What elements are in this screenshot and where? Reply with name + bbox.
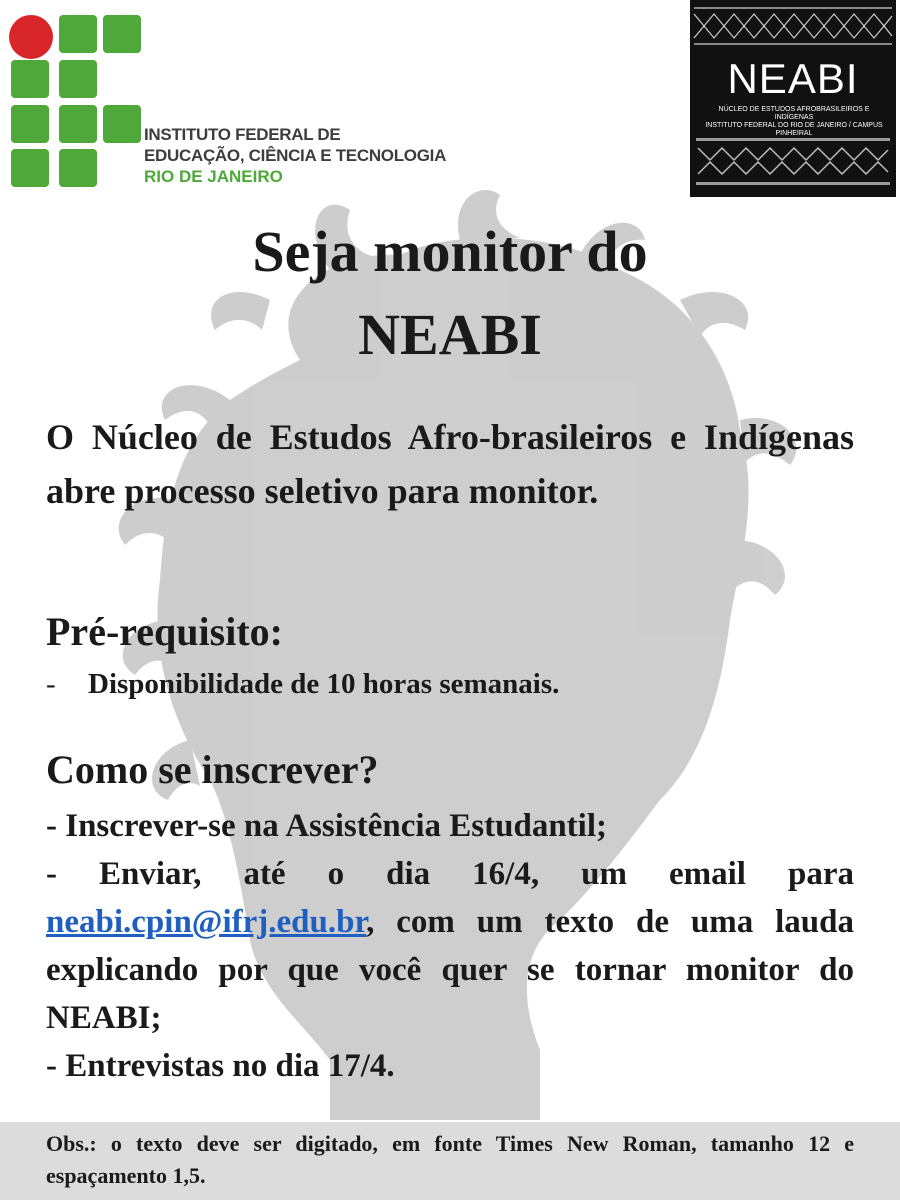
ifrj-name-line3: RIO DE JANEIRO [144, 167, 283, 186]
headline-line1: Seja monitor do [252, 219, 648, 284]
step-2-before: - Enviar, até o dia 16/4, um email para [46, 856, 854, 892]
ifrj-logo [8, 12, 468, 192]
requirements-title: Pré-requisito: [46, 609, 283, 654]
ifrj-grid-icon [8, 12, 143, 187]
bullet-dash: - [46, 668, 56, 700]
requirement-item [46, 664, 559, 704]
neabi-subtitle-line1: NÚCLEO DE ESTUDOS AFROBRASILEIROS E INDÍGENAS [718, 106, 870, 121]
step-3: - Entrevistas no dia 17/4. [46, 1048, 395, 1084]
step-2 [46, 850, 854, 1042]
requirement-text: Disponibilidade de 10 horas semanais. [88, 668, 560, 700]
how-to-apply-steps [46, 802, 854, 1090]
how-to-apply-title: Como se inscrever? [46, 747, 379, 792]
neabi-subtitle-line2: INSTITUTO FEDERAL DO RIO DE JANEIRO / CAMPUS PINHEIRAL [705, 122, 883, 137]
obs-note: Obs.: o texto deve ser digitado, em fonte Times New Roman, tamanho 12 e espaçamento 1,5. [46, 1131, 854, 1188]
ifrj-institution-name [144, 124, 446, 187]
intro-paragraph: O Núcleo de Estudos Afro-brasileiros e Indígenas abre processo seletivo para monitor. [46, 417, 854, 511]
neabi-logo [690, 0, 896, 197]
email-link[interactable]: neabi.cpin@ifrj.edu.br [46, 904, 367, 940]
neabi-title: NEABI [727, 55, 859, 102]
neabi-pattern-top-icon [690, 0, 896, 50]
ifrj-name-line1: INSTITUTO FEDERAL DE [144, 125, 341, 144]
ifrj-name-line2: EDUCAÇÃO, CIÊNCIA E TECNOLOGIA [144, 146, 447, 165]
step-2-after: , com um texto de uma lauda explicando por que você quer se tornar monitor do NEABI; [46, 904, 854, 1036]
step-1: - Inscrever-se na Assistência Estudantil; [46, 808, 607, 844]
headline-line2: NEABI [358, 302, 542, 367]
neabi-pattern-bottom-icon [690, 132, 896, 192]
